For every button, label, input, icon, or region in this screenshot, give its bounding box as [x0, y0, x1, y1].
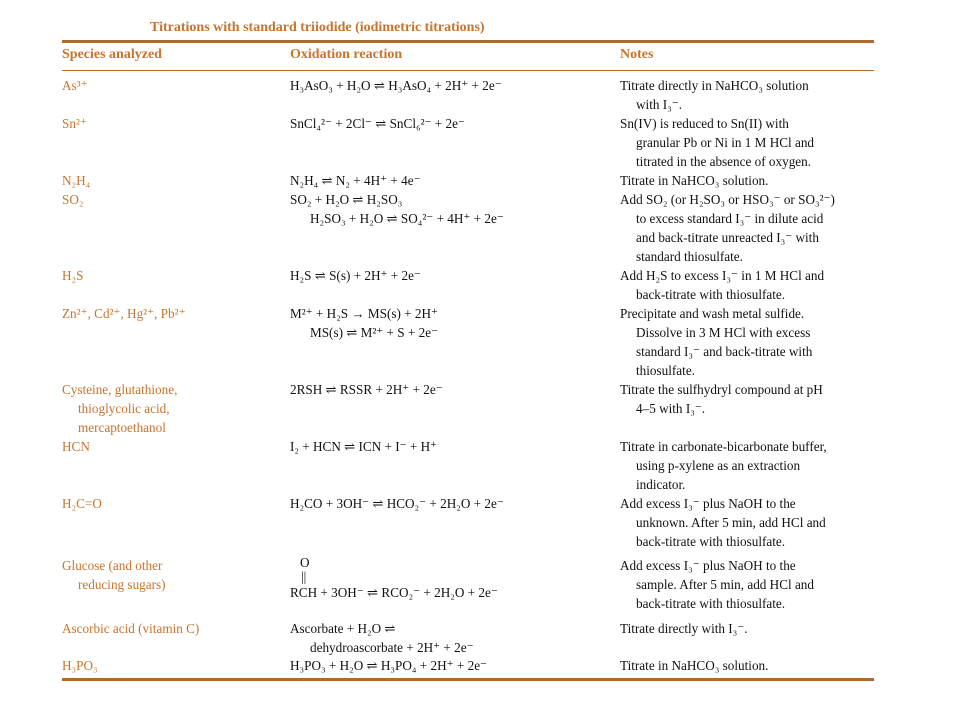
- species-cell: H₃PO₃: [62, 658, 98, 673]
- notes-line: using p-xylene as an extraction: [636, 458, 801, 473]
- header-rule: [62, 70, 874, 71]
- reaction-cell: H₃AsO₃ + H₂O ⇌ H₃AsO₄ + 2H⁺ + 2e⁻: [290, 78, 502, 93]
- reaction-line: Ascorbate + H₂O ⇌: [290, 621, 396, 636]
- bottom-rule: [62, 678, 874, 681]
- reaction-line: [290, 583, 498, 602]
- species-line: Cysteine, glutathione,: [62, 382, 178, 397]
- notes-line: back-titrate with thiosulfate.: [636, 287, 786, 302]
- notes-line: standard I₃⁻ and back-titrate with: [636, 344, 813, 359]
- notes-line: thiosulfate.: [636, 363, 695, 378]
- reaction-cell: H₃PO₃ + H₂O ⇌ H₃PO₄ + 2H⁺ + 2e⁻: [290, 658, 488, 673]
- reaction-line: M²⁺ + H₂S → MS(s) + 2H⁺: [290, 306, 438, 321]
- reaction-cell: [290, 190, 504, 228]
- notes-cell: [620, 304, 812, 380]
- notes-line: Dissolve in 3 M HCl with excess: [636, 325, 811, 340]
- reaction-line: MS(s) ⇌ M²⁺ + S + 2e⁻: [310, 325, 439, 340]
- species-cell: Ascorbic acid (vitamin C): [62, 621, 200, 636]
- rch-group: RCH: [290, 585, 318, 600]
- notes-line: Add H₂S to excess I₃⁻ in 1 M HCl and: [620, 268, 825, 283]
- reaction-cell: [290, 555, 498, 602]
- notes-line: Precipitate and wash metal sulfide.: [620, 306, 805, 321]
- notes-line: Titrate the sulfhydryl compound at pH: [620, 382, 823, 397]
- species-cell: SO₂: [62, 192, 84, 207]
- header-species: Species analyzed: [62, 47, 162, 62]
- notes-line: 4–5 with I₃⁻.: [636, 401, 706, 416]
- reaction-cell: [290, 619, 474, 657]
- species-cell: [62, 556, 166, 594]
- species-cell: [62, 380, 177, 437]
- species-line: reducing sugars): [78, 577, 166, 592]
- reaction-cell: SnCl₄²⁻ + 2Cl⁻ ⇌ SnCl₆²⁻ + 2e⁻: [290, 116, 465, 131]
- reaction-cell: I₂ + HCN ⇌ ICN + I⁻ + H⁺: [290, 439, 438, 454]
- notes-line: granular Pb or Ni in 1 M HCl and: [636, 135, 815, 150]
- carbonyl-o: O: [300, 555, 310, 570]
- species-cell: H₂S: [62, 268, 84, 283]
- header-reaction: Oxidation reaction: [290, 47, 403, 62]
- notes-cell: [620, 437, 827, 494]
- species-cell: As³⁺: [62, 78, 88, 93]
- notes-line: back-titrate with thiosulfate.: [636, 534, 786, 549]
- notes-line: Add excess I₃⁻ plus NaOH to the: [620, 558, 796, 573]
- reaction-line: H₂SO₃ + H₂O ⇌ SO₄²⁻ + 4H⁺ + 2e⁻: [310, 211, 504, 226]
- header-notes: Notes: [620, 47, 654, 62]
- species-cell: N₂H₄: [62, 173, 91, 188]
- notes-cell: [620, 556, 814, 613]
- notes-line: Titrate directly with I₃⁻.: [620, 621, 748, 636]
- species-cell: Sn²⁺: [62, 116, 87, 131]
- notes-cell: [620, 656, 768, 675]
- reaction-cell: [290, 304, 438, 342]
- reaction-cell: H₂S ⇌ S(s) + 2H⁺ + 2e⁻: [290, 268, 421, 283]
- species-line: mercaptoethanol: [78, 420, 166, 435]
- notes-line: back-titrate with thiosulfate.: [636, 596, 786, 611]
- notes-cell: [620, 171, 768, 190]
- reaction-rest: + 3OH⁻ ⇌ RCO₂⁻ + 2H₂O + 2e⁻: [317, 585, 498, 600]
- notes-line: standard thiosulfate.: [636, 249, 743, 264]
- notes-cell: [620, 76, 809, 114]
- table-title: Titrations with standard triiodide (iodimetric titrations): [150, 20, 485, 35]
- species-cell: HCN: [62, 439, 90, 454]
- notes-line: titrated in the absence of oxygen.: [636, 154, 812, 169]
- species-line: Glucose (and other: [62, 558, 163, 573]
- reaction-line: SO₂ + H₂O ⇌ H₂SO₃: [290, 192, 403, 207]
- species-cell: Zn²⁺, Cd²⁺, Hg²⁺, Pb²⁺: [62, 306, 186, 321]
- notes-line: Add SO₂ (or H₂SO₃ or HSO₃⁻ or SO₃²⁻): [620, 192, 835, 207]
- reaction-cell: 2RSH ⇌ RSSR + 2H⁺ + 2e⁻: [290, 382, 443, 397]
- reaction-line: dehydroascorbate + 2H⁺ + 2e⁻: [310, 640, 474, 655]
- reaction-cell: H₂CO + 3OH⁻ ⇌ HCO₂⁻ + 2H₂O + 2e⁻: [290, 496, 504, 511]
- carbonyl-bond: ||: [301, 569, 307, 584]
- notes-line: Titrate in NaHCO₃ solution.: [620, 173, 769, 188]
- notes-line: Titrate directly in NaHCO₃ solution: [620, 78, 809, 93]
- notes-cell: [620, 380, 823, 418]
- notes-cell: [620, 266, 824, 304]
- species-line: thioglycolic acid,: [78, 401, 170, 416]
- notes-cell: [620, 190, 835, 266]
- notes-line: and back-titrate unreacted I₃⁻ with: [636, 230, 819, 245]
- notes-line: Sn(IV) is reduced to Sn(II) with: [620, 116, 789, 131]
- notes-line: Titrate in carbonate-bicarbonate buffer,: [620, 439, 827, 454]
- top-rule: [62, 40, 874, 43]
- notes-cell: [620, 494, 826, 551]
- species-cell: H₂C=O: [62, 496, 102, 511]
- notes-line: unknown. After 5 min, add HCl and: [636, 515, 826, 530]
- notes-cell: [620, 114, 814, 171]
- notes-line: sample. After 5 min, add HCl and: [636, 577, 814, 592]
- notes-line: indicator.: [636, 477, 686, 492]
- notes-line: Add excess I₃⁻ plus NaOH to the: [620, 496, 796, 511]
- reaction-cell: N₂H₄ ⇌ N₂ + 4H⁺ + 4e⁻: [290, 173, 421, 188]
- notes-line: Titrate in NaHCO₃ solution.: [620, 658, 769, 673]
- notes-cell: [620, 619, 748, 638]
- notes-line: to excess standard I₃⁻ in dilute acid: [636, 211, 824, 226]
- notes-line: with I₃⁻.: [636, 97, 682, 112]
